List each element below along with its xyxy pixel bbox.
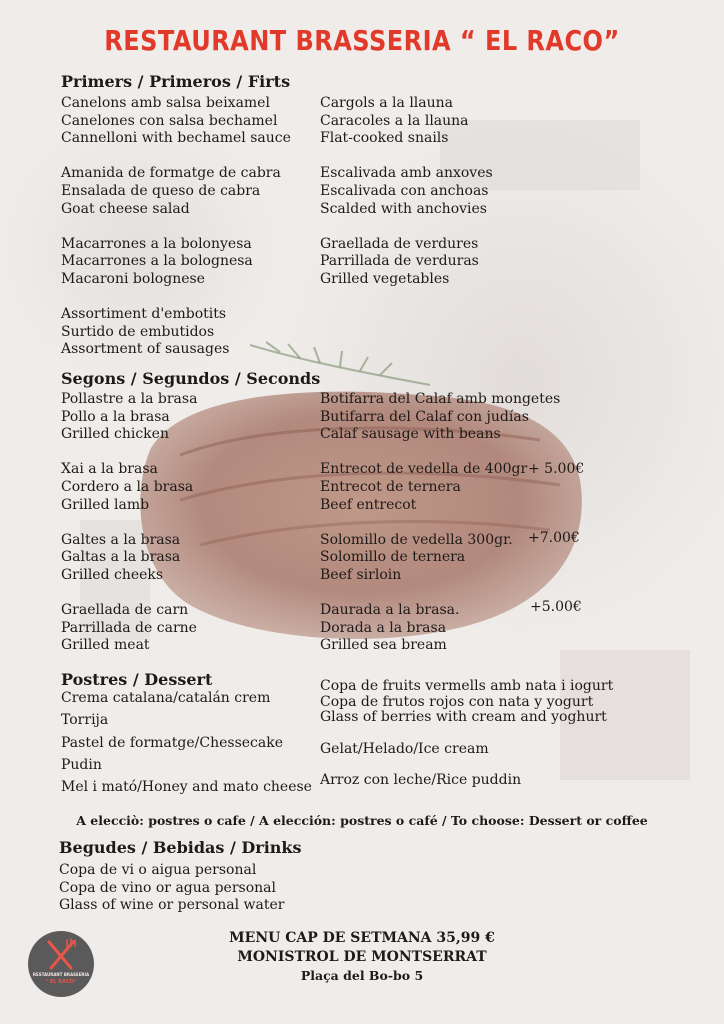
item-name-english: Macaroni bolognese <box>61 270 205 287</box>
menu-item <box>320 236 493 289</box>
item-name-english: Beef sirloin <box>320 566 402 583</box>
location-line: MONISTROL DE MONTSERRAT <box>237 949 487 965</box>
item-name-spanish: Macarrones a la bolognesa <box>61 253 253 270</box>
menu-item <box>61 236 291 289</box>
menu-item <box>61 165 291 218</box>
item-name-english: Flat-cooked snails <box>320 130 449 147</box>
menu-item <box>61 602 197 655</box>
dessert-item-spanish: Copa de frutos rojos con nata y yogurt <box>320 693 594 710</box>
drink-item: Glass of wine or personal water <box>59 897 285 914</box>
item-name-english: Calaf sausage with beans <box>320 426 501 443</box>
item-name-catalan: Amanida de formatge de cabra <box>61 165 281 182</box>
item-name-catalan: Assortiment d'embotits <box>61 306 227 323</box>
mains-left-column <box>61 391 197 673</box>
item-name-spanish: Surtido de embutidos <box>61 323 215 340</box>
item-name-catalan: Macarrones a la bolonyesa <box>61 235 252 252</box>
item-name-english: Cannelloni with bechamel sauce <box>61 130 291 147</box>
restaurant-logo <box>27 930 95 998</box>
item-name-english: Grilled vegetables <box>320 270 450 287</box>
mains-heading: Segons / Segundos / Seconds <box>61 369 321 388</box>
item-name-english: Scalded with anchovies <box>320 200 487 217</box>
item-name-spanish: Pollo a la brasa <box>61 408 170 425</box>
menu-item <box>320 602 560 655</box>
supplement-price: + 5.00€ <box>528 461 585 477</box>
item-name-english: Grilled cheeks <box>61 566 164 583</box>
menu-item <box>320 391 560 444</box>
dessert-item: Mel i mató/Honey and mato cheese <box>61 779 312 796</box>
item-name-spanish: Galtas a la brasa <box>61 549 181 566</box>
item-name-spanish: Butifarra del Calaf con judías <box>320 408 529 425</box>
menu-item <box>320 165 493 218</box>
item-name-spanish: Canelones con salsa bechamel <box>61 112 278 129</box>
item-name-spanish: Parrillada de verduras <box>320 253 479 270</box>
menu-item <box>320 461 560 514</box>
item-name-catalan: Pollastre a la brasa <box>61 391 198 407</box>
restaurant-title: RESTAURANT BRASSERIA “ EL RACO” <box>104 24 620 57</box>
item-name-spanish: Entrecot de ternera <box>320 478 461 495</box>
item-name-spanish: Cordero a la brasa <box>61 478 194 495</box>
item-name-catalan: Entrecot de vedella de 400gr <box>320 461 528 478</box>
item-name-spanish: Solomillo de ternera <box>320 549 466 566</box>
item-name-catalan: Botifarra del Calaf amb mongetes <box>320 391 561 407</box>
desserts-left-column <box>61 690 312 801</box>
item-name-english: Beef entrecot <box>320 496 417 513</box>
dessert-item: Torrija <box>61 712 109 729</box>
desserts-right-column <box>320 679 613 726</box>
dessert-item: Pastel de formatge/Chessecake <box>61 734 283 751</box>
logo-text-line2: " EL RACO" <box>45 979 77 985</box>
menu-item <box>320 95 493 148</box>
item-name-catalan: Escalivada amb anxoves <box>320 165 493 182</box>
drinks-list <box>59 862 284 915</box>
dessert-item: Crema catalana/catalán crem <box>61 690 271 706</box>
item-name-catalan: Graellada de carn <box>61 602 189 619</box>
item-name-english: Goat cheese salad <box>61 200 190 217</box>
menu-item <box>61 95 291 148</box>
item-name-spanish: Escalivada con anchoas <box>320 182 489 199</box>
menu-item <box>61 461 197 514</box>
item-name-english: Assortment of sausages <box>61 341 230 358</box>
menu-price-line: MENU CAP DE SETMANA 35,99 € <box>229 930 495 946</box>
item-name-catalan: Canelons amb salsa beixamel <box>61 95 270 111</box>
item-name-catalan: Xai a la brasa <box>61 461 158 478</box>
menu-item <box>320 532 560 585</box>
item-name-english: Grilled lamb <box>61 496 150 513</box>
item-name-english: Grilled sea bream <box>320 637 447 654</box>
starters-right-column <box>320 95 493 306</box>
item-name-catalan: Cargols a la llauna <box>320 95 454 111</box>
drink-item: Copa de vi o aigua personal <box>59 862 257 878</box>
dessert-item-english: Glass of berries with cream and yoghurt <box>320 709 607 725</box>
item-name-spanish: Parrillada de carne <box>61 619 197 636</box>
starters-heading: Primers / Primeros / Firts <box>61 72 291 91</box>
item-name-spanish: Dorada a la brasa <box>320 619 447 636</box>
dessert-item: Arroz con leche/Rice puddin <box>320 772 522 788</box>
dessert-item: Gelat/Helado/Ice cream <box>320 741 489 757</box>
item-name-english: Grilled chicken <box>61 426 169 443</box>
menu-item <box>61 532 197 585</box>
mains-right-column <box>320 391 560 673</box>
menu-item <box>61 391 197 444</box>
address-line: Plaça del Bo-bo 5 <box>300 968 424 983</box>
starters-left-column <box>61 95 291 377</box>
supplement-price: +7.00€ <box>528 530 580 546</box>
drinks-heading: Begudes / Bebidas / Drinks <box>59 838 302 857</box>
drink-item: Copa de vino or agua personal <box>59 879 276 896</box>
supplement-price: +5.00€ <box>530 599 582 615</box>
dessert-item: Pudin <box>61 756 102 773</box>
item-name-english: Grilled meat <box>61 637 150 654</box>
menu-item <box>61 306 291 359</box>
item-name-catalan: Solomillo de vedella 300gr. <box>320 531 513 548</box>
logo-text-line1: RESTAURANT BRASSERIA <box>32 972 90 977</box>
dessert-item-catalan: Copa de fruits vermells amb nata i iogurt <box>320 678 614 694</box>
item-name-spanish: Ensalada de queso de cabra <box>61 182 261 199</box>
item-name-catalan: Graellada de verdures <box>320 235 479 252</box>
item-name-spanish: Caracoles a la llauna <box>320 112 469 129</box>
item-name-catalan: Galtes a la brasa <box>61 531 181 548</box>
desserts-heading: Postres / Dessert <box>61 670 213 689</box>
item-name-catalan: Daurada a la brasa. <box>320 602 460 619</box>
choice-note: A elecciò: postres o cafe / A elección: postres o café / To choose: Dessert or coffee <box>76 813 648 828</box>
